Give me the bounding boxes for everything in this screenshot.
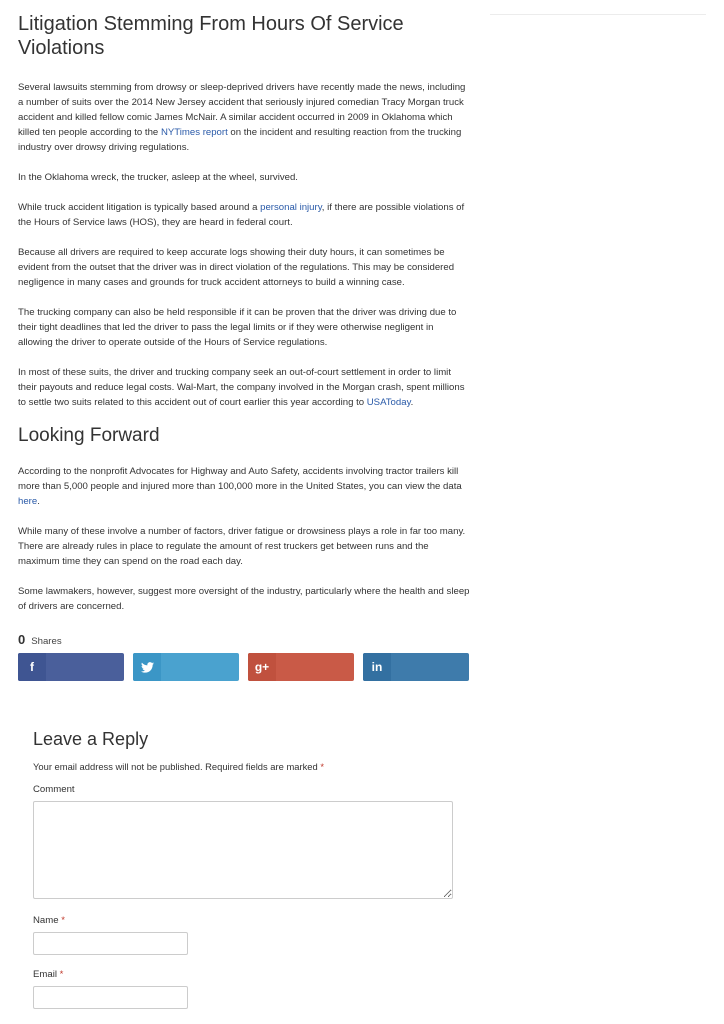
paragraph-8: While many of these involve a number of factors, driver fatigue or drowsiness plays a role in far too many. There are already rules in place to regulate the amount of rest truckers get between runs and the maximum time they can spend on the road each day. bbox=[18, 526, 466, 567]
article bbox=[18, 0, 470, 681]
share-counter bbox=[18, 632, 470, 647]
section-heading: Looking Forward bbox=[18, 425, 160, 446]
name-required-asterisk: * bbox=[61, 915, 65, 926]
name-label: Name * bbox=[33, 915, 65, 926]
comment-label: Comment bbox=[33, 784, 75, 795]
paragraph-5: The trucking company can also be held responsible if it can be proven that the driver was driving due to their tight deadlines that led the driver to pass the legal limits or if they were otherwise negligent in allowing the driver to operate outside of the Hours of Service regulations. bbox=[18, 307, 457, 348]
paragraph-4: Because all drivers are required to keep accurate logs showing their duty hours, it can sometimes be evident from the outset that the driver was in direct violation of the regulations. This may be considered negligence in many cases and grounds for truck accident attorneys to build a winning case. bbox=[18, 247, 455, 288]
top-divider bbox=[490, 14, 706, 15]
twitter-icon bbox=[133, 653, 161, 681]
share-label: Shares bbox=[31, 636, 62, 647]
email-input[interactable] bbox=[33, 986, 188, 1009]
nytimes-report-link[interactable]: NYTimes report bbox=[160, 127, 228, 138]
paragraph-7: According to the nonprofit Advocates for Highway and Auto Safety, accidents involving tractor trailers kill more than 5,000 people and injured more than 100,000 more in the United States, you can view the data here. bbox=[18, 466, 462, 507]
reply-title: Leave a Reply bbox=[33, 729, 149, 749]
paragraph-9: Some lawmakers, however, suggest more oversight of the industry, particularly where the health and sleep of drivers are concerned. bbox=[18, 586, 470, 612]
linkedin-share-button[interactable] bbox=[363, 653, 469, 681]
twitter-share-button[interactable] bbox=[133, 653, 239, 681]
email-required-asterisk: * bbox=[59, 969, 64, 980]
linkedin-icon: in bbox=[363, 653, 391, 681]
email-label: Email * bbox=[33, 969, 64, 980]
personal-injury-link[interactable]: personal injury bbox=[260, 202, 322, 213]
name-input[interactable] bbox=[33, 932, 188, 955]
reply-notes: Your email address will not be published. Required fields are marked * bbox=[33, 761, 324, 772]
usatoday-link[interactable]: USAToday bbox=[366, 397, 411, 408]
paragraph-1: Several lawsuits stemming from drowsy or sleep-deprived drivers have recently made the news, including a number of suits over the 2014 New Jersey accident that seriously injured comedian Tracy Morgan truck accident and killed fellow comic James McNair. A similar accident occurred in 2009 in Oklahoma which killed ten people according to the NYTimes report on the incident and resulting reaction from the trucking industry over drowsy driving regulations. bbox=[18, 82, 466, 153]
paragraph-6: In most of these suits, the driver and trucking company seek an out-of-court settlement in order to limit their payouts and reduce legal costs. Wal-Mart, the company involved in the Morgan crash, spent millions to settle two suits related to this accident out of court earlier this year according to USAToday. bbox=[18, 367, 465, 408]
share-buttons bbox=[18, 653, 470, 681]
facebook-icon: f bbox=[18, 653, 46, 681]
reply-form bbox=[33, 728, 463, 1009]
paragraph-2: In the Oklahoma wreck, the trucker, asleep at the wheel, survived. bbox=[18, 172, 298, 183]
comment-textarea[interactable] bbox=[33, 801, 453, 899]
google-plus-icon: g+ bbox=[248, 653, 276, 681]
facebook-share-button[interactable] bbox=[18, 653, 124, 681]
required-asterisk: * bbox=[320, 761, 324, 772]
paragraph-3: While truck accident litigation is typically based around a personal injury, if there are possible violations of the Hours of Service laws (HOS), they are heard in federal court. bbox=[18, 202, 465, 228]
share-count: 0 bbox=[18, 632, 26, 647]
google-plus-share-button[interactable] bbox=[248, 653, 354, 681]
article-title: Litigation Stemming From Hours Of Service Violations bbox=[18, 13, 404, 59]
data-here-link[interactable]: here bbox=[18, 496, 38, 507]
